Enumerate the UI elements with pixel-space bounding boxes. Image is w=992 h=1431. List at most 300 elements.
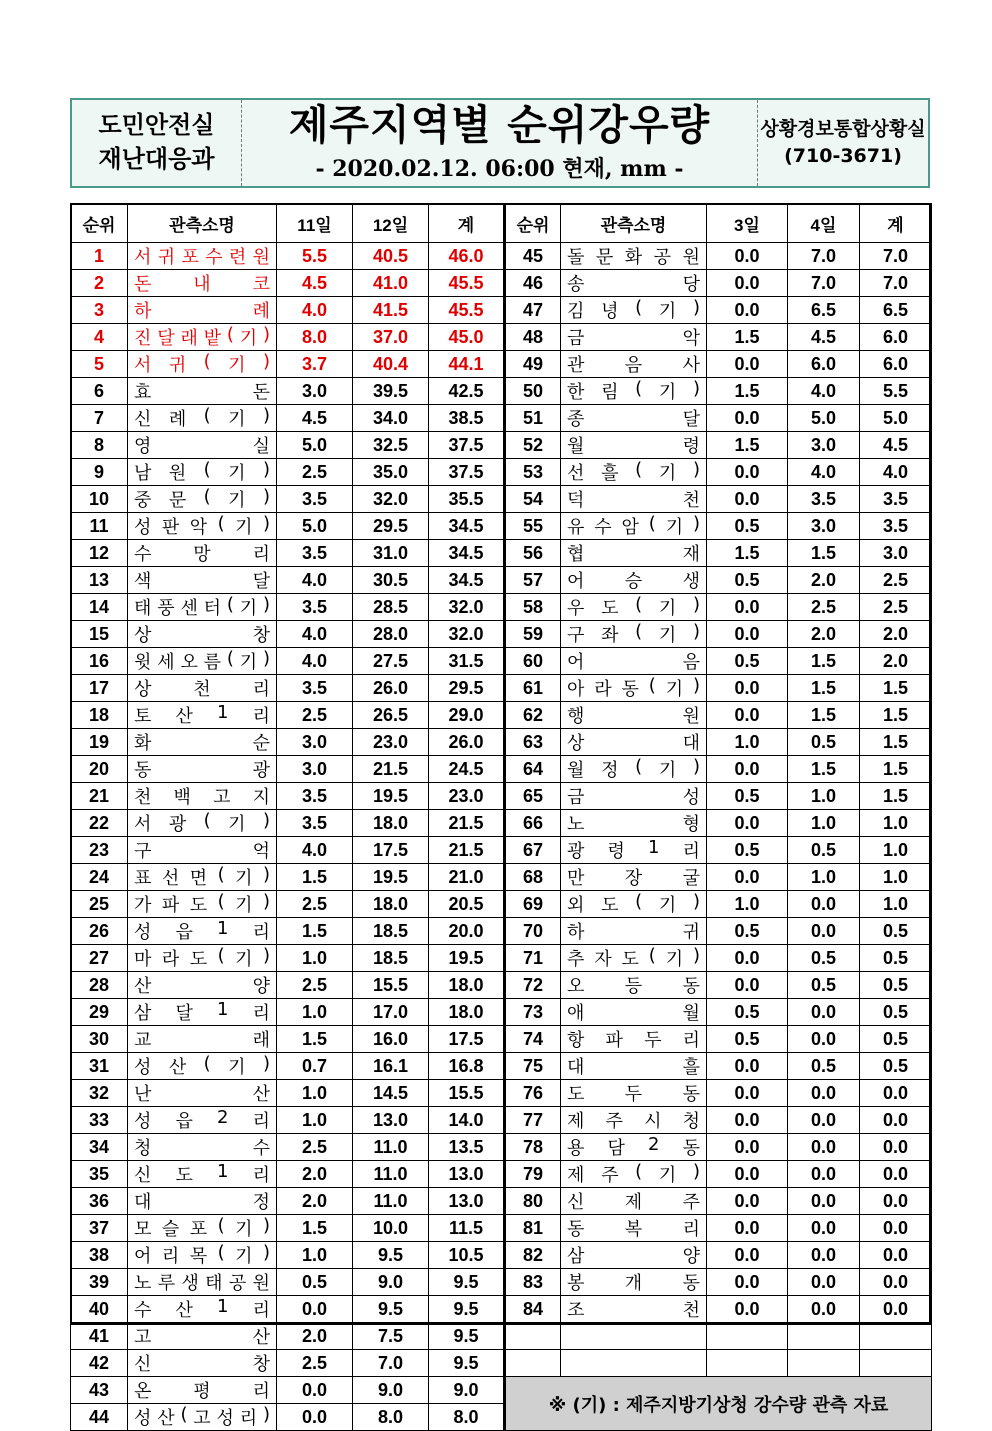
rank-cell: 13 xyxy=(71,567,128,594)
station-name xyxy=(128,1053,277,1080)
total-cell: 34.5 xyxy=(429,513,505,540)
rank-cell: 45 xyxy=(505,243,561,270)
station-name-text: 성 판 악 ( 기 ) xyxy=(134,513,270,538)
day2-cell: 0.0 xyxy=(788,918,860,945)
table-row xyxy=(71,270,932,297)
total-cell: 9.5 xyxy=(429,1350,505,1377)
total-cell: 0.5 xyxy=(860,1053,932,1080)
table-row xyxy=(71,675,932,702)
day2-cell: 34.0 xyxy=(353,405,429,432)
day2-cell: 14.5 xyxy=(353,1080,429,1107)
day2-cell: 32.0 xyxy=(353,486,429,513)
header-rank-right: 순위 xyxy=(505,204,561,243)
rank-cell: 60 xyxy=(505,648,561,675)
station-name xyxy=(561,1080,707,1107)
day1-cell: 3.0 xyxy=(277,378,353,405)
day2-cell: 19.5 xyxy=(353,864,429,891)
station-name xyxy=(561,783,707,810)
station-name xyxy=(128,1215,277,1242)
station-name xyxy=(128,1242,277,1269)
total-cell: 2.5 xyxy=(860,594,932,621)
station-name xyxy=(128,729,277,756)
total-cell: 1.5 xyxy=(860,783,932,810)
day2-cell: 16.1 xyxy=(353,1053,429,1080)
day2-cell: 17.0 xyxy=(353,999,429,1026)
table-row xyxy=(71,513,932,540)
day1-cell: 0.5 xyxy=(707,513,788,540)
rank-cell: 46 xyxy=(505,270,561,297)
station-name-text: 성 읍 1 리 xyxy=(134,918,270,943)
day1-cell: 1.0 xyxy=(277,1080,353,1107)
day1-cell: 1.0 xyxy=(277,999,353,1026)
station-name-text: 어 음 xyxy=(567,652,700,673)
day2-cell: 28.5 xyxy=(353,594,429,621)
title-block xyxy=(242,100,758,186)
total-cell: 21.5 xyxy=(429,810,505,837)
station-name-text: 천 백 고 지 xyxy=(134,787,270,808)
total-cell: 29.0 xyxy=(429,702,505,729)
station-name-text: 모 슬 포 ( 기 ) xyxy=(134,1215,270,1240)
day1-cell: 3.5 xyxy=(277,675,353,702)
day2-cell: 11.0 xyxy=(353,1161,429,1188)
day1-cell: 0.0 xyxy=(277,1296,353,1323)
day1-cell: 1.5 xyxy=(707,324,788,351)
station-name-text: 청 수 xyxy=(134,1138,270,1159)
day2-cell: 0.0 xyxy=(788,1269,860,1296)
rank-cell: 7 xyxy=(71,405,128,432)
total-cell: 1.5 xyxy=(860,729,932,756)
page-title: 제주지역별 순위강우량 xyxy=(288,100,711,149)
station-name xyxy=(128,918,277,945)
station-name-text: 금 성 xyxy=(567,787,700,808)
day2-cell: 9.0 xyxy=(353,1377,429,1404)
day2-cell: 18.0 xyxy=(353,891,429,918)
total-cell: 42.5 xyxy=(429,378,505,405)
station-name xyxy=(128,1377,277,1404)
total-cell: 37.5 xyxy=(429,432,505,459)
day2-cell: 17.5 xyxy=(353,837,429,864)
table-row xyxy=(71,1188,932,1215)
station-name-text: 상 창 xyxy=(134,625,270,646)
header-day2-right: 4일 xyxy=(788,204,860,243)
station-name-text: 조 천 xyxy=(567,1300,700,1321)
table-row xyxy=(71,729,932,756)
station-name-text: 토 산 1 리 xyxy=(134,702,270,727)
day2-cell: 27.5 xyxy=(353,648,429,675)
day2-cell: 0.5 xyxy=(788,945,860,972)
station-name-text: 오 등 동 xyxy=(567,976,700,997)
day2-cell: 0.5 xyxy=(788,837,860,864)
empty-cell xyxy=(505,1350,561,1377)
day2-cell: 37.0 xyxy=(353,324,429,351)
station-name xyxy=(561,702,707,729)
day2-cell: 41.5 xyxy=(353,297,429,324)
station-name-text: 덕 천 xyxy=(567,490,700,511)
day2-cell: 23.0 xyxy=(353,729,429,756)
table-row xyxy=(71,810,932,837)
total-cell: 1.0 xyxy=(860,864,932,891)
day1-cell: 0.5 xyxy=(707,999,788,1026)
total-cell: 32.0 xyxy=(429,594,505,621)
total-cell: 1.0 xyxy=(860,891,932,918)
day2-cell: 11.0 xyxy=(353,1188,429,1215)
rank-cell: 5 xyxy=(71,351,128,378)
day1-cell: 0.5 xyxy=(277,1269,353,1296)
day2-cell: 2.0 xyxy=(788,567,860,594)
total-cell: 7.0 xyxy=(860,243,932,270)
station-name xyxy=(128,324,277,351)
day1-cell: 3.0 xyxy=(277,756,353,783)
day2-cell: 0.0 xyxy=(788,1026,860,1053)
total-cell: 0.0 xyxy=(860,1269,932,1296)
day1-cell: 4.0 xyxy=(277,648,353,675)
station-name xyxy=(561,1053,707,1080)
report-header xyxy=(70,98,930,188)
rank-cell: 30 xyxy=(71,1026,128,1053)
rank-cell: 32 xyxy=(71,1080,128,1107)
day1-cell: 1.5 xyxy=(277,918,353,945)
day1-cell: 0.0 xyxy=(707,864,788,891)
day2-cell: 35.0 xyxy=(353,459,429,486)
station-name xyxy=(128,432,277,459)
day1-cell: 0.5 xyxy=(707,648,788,675)
rank-cell: 41 xyxy=(71,1323,128,1350)
table-row xyxy=(71,540,932,567)
total-cell: 0.5 xyxy=(860,1026,932,1053)
day1-cell: 0.0 xyxy=(707,756,788,783)
header-day1-right: 3일 xyxy=(707,204,788,243)
station-name xyxy=(561,1215,707,1242)
day1-cell: 1.5 xyxy=(707,378,788,405)
station-name-text: 돈 내 코 xyxy=(134,274,270,295)
table-row xyxy=(71,1323,932,1350)
station-name-text: 선 흘 ( 기 ) xyxy=(567,459,700,484)
total-cell: 9.0 xyxy=(429,1377,505,1404)
total-cell: 3.5 xyxy=(860,486,932,513)
rank-cell: 4 xyxy=(71,324,128,351)
total-cell: 0.0 xyxy=(860,1188,932,1215)
total-cell: 9.5 xyxy=(429,1269,505,1296)
day1-cell: 5.0 xyxy=(277,432,353,459)
total-cell: 0.5 xyxy=(860,918,932,945)
total-cell: 3.0 xyxy=(860,540,932,567)
rank-cell: 52 xyxy=(505,432,561,459)
station-name xyxy=(128,594,277,621)
total-cell: 18.0 xyxy=(429,999,505,1026)
rank-cell: 84 xyxy=(505,1296,561,1323)
total-cell: 45.5 xyxy=(429,270,505,297)
total-cell: 37.5 xyxy=(429,459,505,486)
table-row xyxy=(71,351,932,378)
office-line1: 상황경보통합상황실 xyxy=(760,118,926,141)
total-cell: 45.0 xyxy=(429,324,505,351)
total-cell: 7.0 xyxy=(860,270,932,297)
table-row xyxy=(71,945,932,972)
header-day2-left: 12일 xyxy=(353,204,429,243)
rank-cell: 11 xyxy=(71,513,128,540)
rank-cell: 39 xyxy=(71,1269,128,1296)
station-name xyxy=(561,1269,707,1296)
station-name-text: 행 원 xyxy=(567,706,700,727)
total-cell: 24.5 xyxy=(429,756,505,783)
station-name xyxy=(128,621,277,648)
station-name-text: 노 루 생 태 공 원 xyxy=(134,1273,270,1294)
rank-cell: 69 xyxy=(505,891,561,918)
total-cell: 2.0 xyxy=(860,648,932,675)
table-row xyxy=(71,567,932,594)
total-cell: 21.5 xyxy=(429,837,505,864)
footnote: ※ (기) : 제주지방기상청 강수량 관측 자료 xyxy=(505,1377,932,1431)
header-total-right: 계 xyxy=(860,204,932,243)
day2-cell: 0.0 xyxy=(788,999,860,1026)
station-name xyxy=(128,1404,277,1431)
station-name-text: 진 달 래 밭 ( 기 ) xyxy=(134,324,270,349)
day2-cell: 1.0 xyxy=(788,810,860,837)
table-row xyxy=(71,324,932,351)
day2-cell: 6.0 xyxy=(788,351,860,378)
empty-cell xyxy=(707,1350,788,1377)
day1-cell: 0.0 xyxy=(707,1107,788,1134)
station-name-text: 수 망 리 xyxy=(134,544,270,565)
total-cell: 26.0 xyxy=(429,729,505,756)
rank-cell: 19 xyxy=(71,729,128,756)
station-name xyxy=(561,567,707,594)
day2-cell: 0.5 xyxy=(788,972,860,999)
station-name xyxy=(128,891,277,918)
day1-cell: 1.5 xyxy=(277,864,353,891)
station-name xyxy=(561,297,707,324)
station-name-text: 서 광 ( 기 ) xyxy=(134,810,270,835)
station-name-text: 서 귀 포 수 련 원 xyxy=(134,247,270,268)
station-name-text: 봉 개 동 xyxy=(567,1273,700,1294)
table-row xyxy=(71,999,932,1026)
total-cell: 0.5 xyxy=(860,999,932,1026)
table-row xyxy=(71,1026,932,1053)
day2-cell: 0.0 xyxy=(788,1161,860,1188)
total-cell: 13.0 xyxy=(429,1161,505,1188)
day1-cell: 1.0 xyxy=(277,1107,353,1134)
station-name xyxy=(561,324,707,351)
station-name-text: 우 도 ( 기 ) xyxy=(567,594,700,619)
rank-cell: 35 xyxy=(71,1161,128,1188)
rank-cell: 22 xyxy=(71,810,128,837)
rank-cell: 57 xyxy=(505,567,561,594)
rank-cell: 15 xyxy=(71,621,128,648)
station-name-text: 노 형 xyxy=(567,814,700,835)
total-cell: 0.0 xyxy=(860,1296,932,1323)
rank-cell: 74 xyxy=(505,1026,561,1053)
day2-cell: 6.5 xyxy=(788,297,860,324)
day2-cell: 18.5 xyxy=(353,918,429,945)
rank-cell: 47 xyxy=(505,297,561,324)
rank-cell: 65 xyxy=(505,783,561,810)
station-name-text: 서 귀 ( 기 ) xyxy=(134,351,270,376)
total-cell: 9.5 xyxy=(429,1323,505,1350)
total-cell: 29.5 xyxy=(429,675,505,702)
table-row xyxy=(71,1377,932,1404)
station-name xyxy=(561,243,707,270)
station-name xyxy=(128,405,277,432)
day1-cell: 4.0 xyxy=(277,567,353,594)
station-name xyxy=(561,810,707,837)
header-day1-left: 11일 xyxy=(277,204,353,243)
station-name-text: 상 천 리 xyxy=(134,679,270,700)
day2-cell: 31.0 xyxy=(353,540,429,567)
day1-cell: 0.0 xyxy=(707,972,788,999)
day1-cell: 0.5 xyxy=(707,567,788,594)
day2-cell: 9.5 xyxy=(353,1296,429,1323)
station-name-text: 어 승 생 xyxy=(567,571,700,592)
total-cell: 0.0 xyxy=(860,1242,932,1269)
station-name xyxy=(561,648,707,675)
day1-cell: 0.0 xyxy=(707,405,788,432)
table-row xyxy=(71,243,932,270)
total-cell: 9.5 xyxy=(429,1296,505,1323)
station-name-text: 월 령 xyxy=(567,436,700,457)
station-name xyxy=(128,1350,277,1377)
total-cell: 31.5 xyxy=(429,648,505,675)
rank-cell: 36 xyxy=(71,1188,128,1215)
day2-cell: 26.0 xyxy=(353,675,429,702)
day2-cell: 21.5 xyxy=(353,756,429,783)
day1-cell: 1.0 xyxy=(277,945,353,972)
station-name xyxy=(128,999,277,1026)
total-cell: 1.0 xyxy=(860,810,932,837)
day1-cell: 3.5 xyxy=(277,594,353,621)
table-row xyxy=(71,486,932,513)
day2-cell: 41.0 xyxy=(353,270,429,297)
day1-cell: 0.0 xyxy=(707,270,788,297)
header-station-right: 관측소명 xyxy=(561,204,707,243)
station-name-text: 중 문 ( 기 ) xyxy=(134,486,270,511)
day2-cell: 5.0 xyxy=(788,405,860,432)
rank-cell: 82 xyxy=(505,1242,561,1269)
day1-cell: 0.0 xyxy=(707,486,788,513)
station-name-text: 용 담 2 동 xyxy=(567,1134,700,1159)
station-name-text: 산 양 xyxy=(134,976,270,997)
station-name xyxy=(561,756,707,783)
day1-cell: 2.5 xyxy=(277,1134,353,1161)
total-cell: 5.5 xyxy=(860,378,932,405)
total-cell: 20.5 xyxy=(429,891,505,918)
rank-cell: 38 xyxy=(71,1242,128,1269)
rank-cell: 53 xyxy=(505,459,561,486)
rank-cell: 25 xyxy=(71,891,128,918)
station-name xyxy=(128,1269,277,1296)
station-name xyxy=(561,918,707,945)
rank-cell: 12 xyxy=(71,540,128,567)
station-name-text: 구 억 xyxy=(134,841,270,862)
rank-cell: 64 xyxy=(505,756,561,783)
station-name-text: 윗 세 오 름 ( 기 ) xyxy=(134,648,270,673)
station-name-text: 유 수 암 ( 기 ) xyxy=(567,513,700,538)
total-cell: 44.1 xyxy=(429,351,505,378)
station-name-text: 만 장 굴 xyxy=(567,868,700,889)
station-name-text: 동 광 xyxy=(134,760,270,781)
day1-cell: 8.0 xyxy=(277,324,353,351)
day2-cell: 2.5 xyxy=(788,594,860,621)
day2-cell: 3.0 xyxy=(788,513,860,540)
total-cell: 46.0 xyxy=(429,243,505,270)
rank-cell: 8 xyxy=(71,432,128,459)
table-row xyxy=(71,459,932,486)
day2-cell: 18.5 xyxy=(353,945,429,972)
station-name-text: 구 좌 ( 기 ) xyxy=(567,621,700,646)
empty-cell xyxy=(860,1350,932,1377)
rank-cell: 54 xyxy=(505,486,561,513)
day2-cell: 7.0 xyxy=(788,243,860,270)
day2-cell: 1.5 xyxy=(788,648,860,675)
total-cell: 10.5 xyxy=(429,1242,505,1269)
rank-cell: 80 xyxy=(505,1188,561,1215)
rank-cell: 27 xyxy=(71,945,128,972)
rank-cell: 31 xyxy=(71,1053,128,1080)
day2-cell: 28.0 xyxy=(353,621,429,648)
station-name-text: 신 도 1 리 xyxy=(134,1161,270,1186)
day2-cell: 7.5 xyxy=(353,1323,429,1350)
day1-cell: 1.5 xyxy=(277,1026,353,1053)
total-cell: 4.5 xyxy=(860,432,932,459)
day1-cell: 4.0 xyxy=(277,621,353,648)
office-line2: (710-3671) xyxy=(784,145,902,167)
day2-cell: 0.5 xyxy=(788,729,860,756)
day1-cell: 2.0 xyxy=(277,1188,353,1215)
total-cell: 0.5 xyxy=(860,972,932,999)
station-name xyxy=(561,432,707,459)
total-cell: 8.0 xyxy=(429,1404,505,1431)
table-row xyxy=(71,918,932,945)
station-name-text: 아 라 동 ( 기 ) xyxy=(567,675,700,700)
day2-cell: 2.0 xyxy=(788,621,860,648)
total-cell: 6.0 xyxy=(860,351,932,378)
station-name xyxy=(128,648,277,675)
day2-cell: 0.5 xyxy=(788,1053,860,1080)
day1-cell: 3.5 xyxy=(277,783,353,810)
station-name-text: 효 돈 xyxy=(134,382,270,403)
station-name xyxy=(561,486,707,513)
station-name-text: 도 두 동 xyxy=(567,1084,700,1105)
station-name xyxy=(128,783,277,810)
rank-cell: 81 xyxy=(505,1215,561,1242)
total-cell: 21.0 xyxy=(429,864,505,891)
empty-cell xyxy=(561,1350,707,1377)
station-name xyxy=(128,351,277,378)
rank-cell: 83 xyxy=(505,1269,561,1296)
day2-cell: 9.5 xyxy=(353,1242,429,1269)
station-name xyxy=(561,594,707,621)
rank-cell: 79 xyxy=(505,1161,561,1188)
station-name-text: 하 귀 xyxy=(567,922,700,943)
rank-cell: 26 xyxy=(71,918,128,945)
table-row xyxy=(71,648,932,675)
day2-cell: 0.0 xyxy=(788,1296,860,1323)
rank-cell: 24 xyxy=(71,864,128,891)
rank-cell: 66 xyxy=(505,810,561,837)
total-cell: 13.5 xyxy=(429,1134,505,1161)
office xyxy=(758,100,928,186)
station-name-text: 돌 문 화 공 원 xyxy=(567,247,700,268)
day1-cell: 0.0 xyxy=(707,621,788,648)
day2-cell: 1.5 xyxy=(788,756,860,783)
station-name-text: 교 래 xyxy=(134,1030,270,1051)
total-cell: 0.0 xyxy=(860,1107,932,1134)
total-cell: 1.5 xyxy=(860,675,932,702)
station-name xyxy=(561,351,707,378)
station-name xyxy=(561,999,707,1026)
rank-cell: 42 xyxy=(71,1350,128,1377)
day1-cell: 1.5 xyxy=(707,540,788,567)
station-name-text: 성 읍 2 리 xyxy=(134,1107,270,1132)
